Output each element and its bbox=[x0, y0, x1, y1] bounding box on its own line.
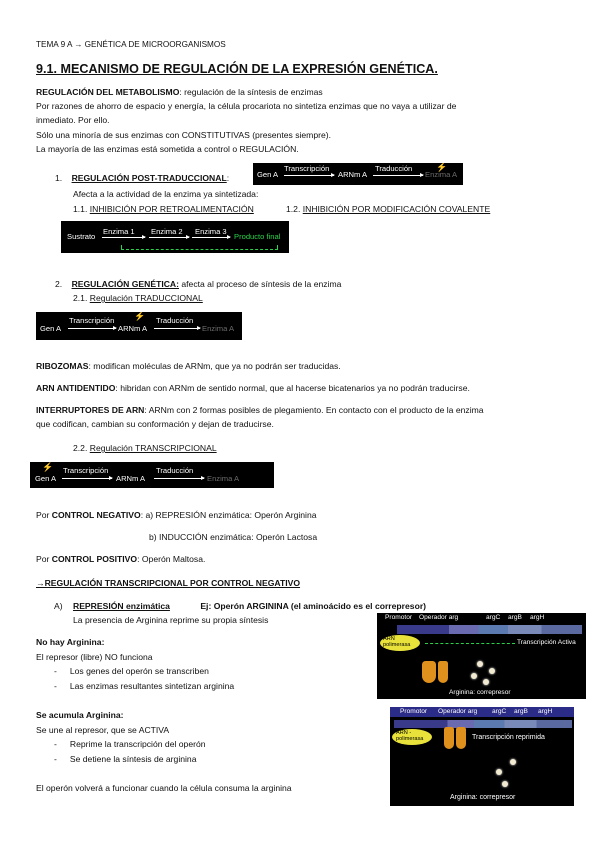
neg-a: : a) REPRESIÓN enzimática: Operón Arginina bbox=[140, 510, 317, 520]
flow-trans-arn: ARNm A bbox=[116, 474, 146, 483]
operon-diagram-repressed bbox=[390, 707, 574, 806]
section2-sub-number: 2.1. bbox=[73, 293, 88, 303]
item-text: Los genes del operón se transcriben bbox=[69, 666, 209, 676]
diagram2-pol-label: ARN - polimerasa bbox=[396, 730, 424, 742]
ribozomas-line bbox=[36, 361, 341, 372]
flow-trans-t2: Traducción bbox=[156, 466, 194, 475]
control-negative-b: b) INDUCCIÓN enzimática: Operón Lactosa bbox=[149, 532, 318, 542]
diagram1-label-argh: argH bbox=[530, 614, 545, 621]
arginine-molecule bbox=[489, 668, 495, 674]
acumula-item-2 bbox=[54, 754, 196, 765]
lightning-icon: ⚡ bbox=[436, 163, 448, 172]
page-title: 9.1. MECANISMO DE REGULACIÓN DE LA EXPRESIÓN GENÉTICA. bbox=[36, 62, 438, 76]
lightning-icon: ⚡ bbox=[42, 462, 54, 472]
interruptores-label: INTERRUPTORES DE ARN bbox=[36, 405, 145, 415]
flow-post-arn: ARNm A bbox=[338, 170, 368, 179]
flow-post-arrow-2 bbox=[373, 175, 423, 176]
acumula-line: Se une al represor, que se ACTIVA bbox=[36, 725, 170, 735]
diagram2-repressor bbox=[444, 727, 454, 749]
represion-desc: La presencia de Arginina reprime su propia síntesis bbox=[73, 615, 269, 625]
section2-sub-label: Regulación TRADUCCIONAL bbox=[89, 293, 203, 303]
flow-trad-t1: Transcripción bbox=[69, 316, 115, 325]
diagram2-status: Transcripción reprimida bbox=[472, 734, 545, 741]
antisentido-rest: : hibridan con ARNm de sentido normal, que al hacerse bicatenarios ya no podrán traducirse. bbox=[115, 383, 470, 393]
dash: - bbox=[54, 754, 57, 764]
feedback-arrow-2 bbox=[149, 237, 189, 238]
ribozomas-label: RIBOZOMAS bbox=[36, 361, 89, 371]
flow-trans-t1: Transcripción bbox=[63, 466, 109, 475]
feedback-loop-line bbox=[121, 245, 278, 250]
neg-prefix: Por bbox=[36, 510, 52, 520]
arginine-molecule bbox=[510, 759, 516, 765]
represion-letter: A) bbox=[54, 601, 63, 611]
no-arg-item-1 bbox=[54, 666, 209, 677]
flow-trad-diagram bbox=[36, 312, 242, 340]
dash: - bbox=[54, 739, 57, 749]
sub2-label: INHIBICIÓN POR MODIFICACIÓN COVALENTE bbox=[302, 204, 491, 214]
item-text: Reprime la transcripción del operón bbox=[69, 739, 206, 749]
diagram2-repressor-right bbox=[456, 727, 466, 749]
feedback-diagram bbox=[61, 221, 289, 253]
page-header: TEMA 9 A → GENÉTICA DE MICROORGANISMOS bbox=[36, 40, 226, 49]
intro-rest: : regulación de la síntesis de enzimas bbox=[179, 87, 323, 97]
closing-line: El operón volverá a funcionar cuando la célula consuma la arginina bbox=[36, 783, 292, 793]
flow-trans-diagram bbox=[30, 462, 274, 488]
flow-post-gen: Gen A bbox=[257, 170, 279, 179]
feedback-arrow-1 bbox=[102, 237, 145, 238]
section22-label: Regulación TRANSCRIPCIONAL bbox=[89, 443, 217, 453]
ribozomas-rest: : modifican moléculas de ARNm, que ya no podrán ser traducidas. bbox=[88, 361, 341, 371]
dash: - bbox=[54, 666, 57, 676]
flow-trans-gen: Gen A bbox=[35, 474, 57, 483]
represion-line bbox=[54, 601, 426, 612]
item-text: Se detiene la síntesis de arginina bbox=[69, 754, 197, 764]
control-negative-line bbox=[36, 510, 317, 521]
diagram1-transcript-line bbox=[425, 643, 515, 644]
diagram2-label-argc: argC bbox=[492, 708, 507, 715]
item-text: Las enzimas resultantes sintetizan arginina bbox=[69, 681, 235, 691]
neg-heading: →REGULACIÓN TRANSCRIPCIONAL POR CONTROL NEGATIVO bbox=[36, 578, 301, 588]
diagram1-pol-label: ARN polimerasa bbox=[383, 636, 411, 648]
section1-colon: : bbox=[226, 173, 230, 183]
control-positive-line bbox=[36, 554, 205, 565]
flow-trad-t2: Traducción bbox=[156, 316, 194, 325]
flow-trans-arrow-1 bbox=[62, 478, 112, 479]
interruptores-line-1 bbox=[36, 405, 484, 416]
feedback-arrow-3 bbox=[192, 237, 230, 238]
section22-heading bbox=[73, 443, 217, 454]
flow-trans-arrow-2 bbox=[154, 478, 204, 479]
sub1-label: INHIBICIÓN POR RETROALIMENTACIÓN bbox=[89, 204, 254, 214]
diagram1-dna-bar bbox=[397, 625, 582, 634]
no-arg-line: El represor (libre) NO funciona bbox=[36, 652, 153, 662]
intro-label: REGULACIÓN DEL METABOLISMO bbox=[36, 87, 180, 97]
neg-label: CONTROL NEGATIVO bbox=[51, 510, 141, 520]
section1-heading bbox=[55, 173, 229, 184]
diagram2-label-argh: argH bbox=[538, 708, 553, 715]
section1-desc: Afecta a la actividad de la enzima ya sintetizada: bbox=[73, 189, 259, 199]
dash: - bbox=[54, 681, 57, 691]
diagram1-label-argb: argB bbox=[508, 614, 522, 621]
lightning-icon: ⚡ bbox=[134, 312, 146, 321]
section1-sub2 bbox=[286, 204, 490, 215]
diagram1-label-argc: argC bbox=[486, 614, 501, 621]
intro-line-5: La mayoría de las enzimas está sometida a control o REGULACIÓN. bbox=[36, 144, 299, 154]
flow-trad-gen: Gen A bbox=[40, 324, 62, 333]
diagram1-repressor-right bbox=[438, 661, 448, 683]
intro-line-3: inmediato. Por ello. bbox=[36, 115, 110, 125]
sub2-number: 1.2. bbox=[286, 204, 301, 214]
antisentido-label: ARN ANTIDENTIDO bbox=[36, 383, 116, 393]
represion-example: Ej: Operón ARGININA (el aminoácido es el correpresor) bbox=[200, 601, 427, 611]
flow-post-t1: Transcripción bbox=[284, 164, 330, 173]
diagram1-label-operador: Operador arg bbox=[419, 614, 459, 621]
acumula-title: Se acumula Arginina: bbox=[36, 710, 124, 720]
diagram1-repressor bbox=[422, 661, 436, 683]
no-arg-title: No hay Arginina: bbox=[36, 637, 105, 647]
section2-number: 2. bbox=[55, 279, 63, 289]
section22-number: 2.2. bbox=[73, 443, 88, 453]
feedback-sustrato: Sustrato bbox=[67, 232, 96, 241]
section1-sub1 bbox=[73, 204, 254, 215]
intro-line-4: Sólo una minoría de sus enzimas con CONSTITUTIVAS (presentes siempre). bbox=[36, 130, 332, 140]
section2-label: REGULACIÓN GENÉTICA: bbox=[71, 279, 179, 289]
feedback-final: Producto final bbox=[234, 232, 281, 241]
flow-trad-enz: Enzima A bbox=[202, 324, 235, 333]
pos-label: CONTROL POSITIVO bbox=[51, 554, 138, 564]
antisentido-line bbox=[36, 383, 470, 394]
no-arg-item-2 bbox=[54, 681, 234, 692]
intro-line-1 bbox=[36, 87, 323, 98]
diagram2-label-promotor: Promotor bbox=[400, 708, 428, 715]
flow-post-t2: Traducción bbox=[375, 164, 413, 173]
flow-post-enz: Enzima A bbox=[425, 170, 458, 179]
interruptores-line-2: que codifican, cambian su conformación y dejan de traducirse. bbox=[36, 419, 274, 429]
diagram1-caption: Arginina: correpresor bbox=[449, 689, 511, 696]
diagram2-label-argb: argB bbox=[514, 708, 528, 715]
section2-sub bbox=[73, 293, 203, 304]
intro-line-2: Por razones de ahorro de espacio y energía, la célula procariota no sintetiza enzimas que no vaya a utilizar de bbox=[36, 101, 457, 111]
arginine-molecule bbox=[502, 781, 508, 787]
interruptores-rest: : ARNm con 2 formas posibles de plegamiento. En contacto con el producto de la enzima bbox=[144, 405, 484, 415]
acumula-item-1 bbox=[54, 739, 206, 750]
section2-rest: afecta al proceso de síntesis de la enzima bbox=[178, 279, 342, 289]
pos-rest: : Operón Maltosa. bbox=[137, 554, 206, 564]
flow-trad-arrow-2 bbox=[154, 328, 200, 329]
flow-trad-arrow-1 bbox=[68, 328, 116, 329]
flow-post-diagram bbox=[253, 163, 463, 185]
represion-label: REPRESIÓN enzimática bbox=[72, 601, 170, 611]
operon-diagram-active bbox=[377, 613, 586, 699]
section2-heading bbox=[55, 279, 341, 290]
diagram1-label-promotor: Promotor bbox=[385, 614, 413, 621]
pos-prefix: Por bbox=[36, 554, 52, 564]
arginine-molecule bbox=[471, 673, 477, 679]
feedback-e1: Enzima 1 bbox=[103, 227, 135, 236]
feedback-e3: Enzima 3 bbox=[195, 227, 227, 236]
arginine-molecule bbox=[496, 769, 502, 775]
flow-trans-enz: Enzima A bbox=[207, 474, 240, 483]
diagram2-label-operador: Operador arg bbox=[438, 708, 478, 715]
arginine-molecule bbox=[483, 679, 489, 685]
feedback-e2: Enzima 2 bbox=[151, 227, 183, 236]
section1-label: REGULACIÓN POST-TRADUCCIONAL bbox=[71, 173, 227, 183]
sub1-number: 1.1. bbox=[73, 204, 88, 214]
flow-trad-arn: ARNm A bbox=[118, 324, 148, 333]
section1-number: 1. bbox=[55, 173, 63, 183]
arginine-molecule bbox=[477, 661, 483, 667]
flow-post-arrow-1 bbox=[284, 175, 334, 176]
diagram1-status: Transcripción Activa bbox=[517, 639, 576, 646]
diagram2-caption: Arginina: correpresor bbox=[450, 794, 516, 801]
diagram2-dna-bar bbox=[394, 720, 572, 728]
